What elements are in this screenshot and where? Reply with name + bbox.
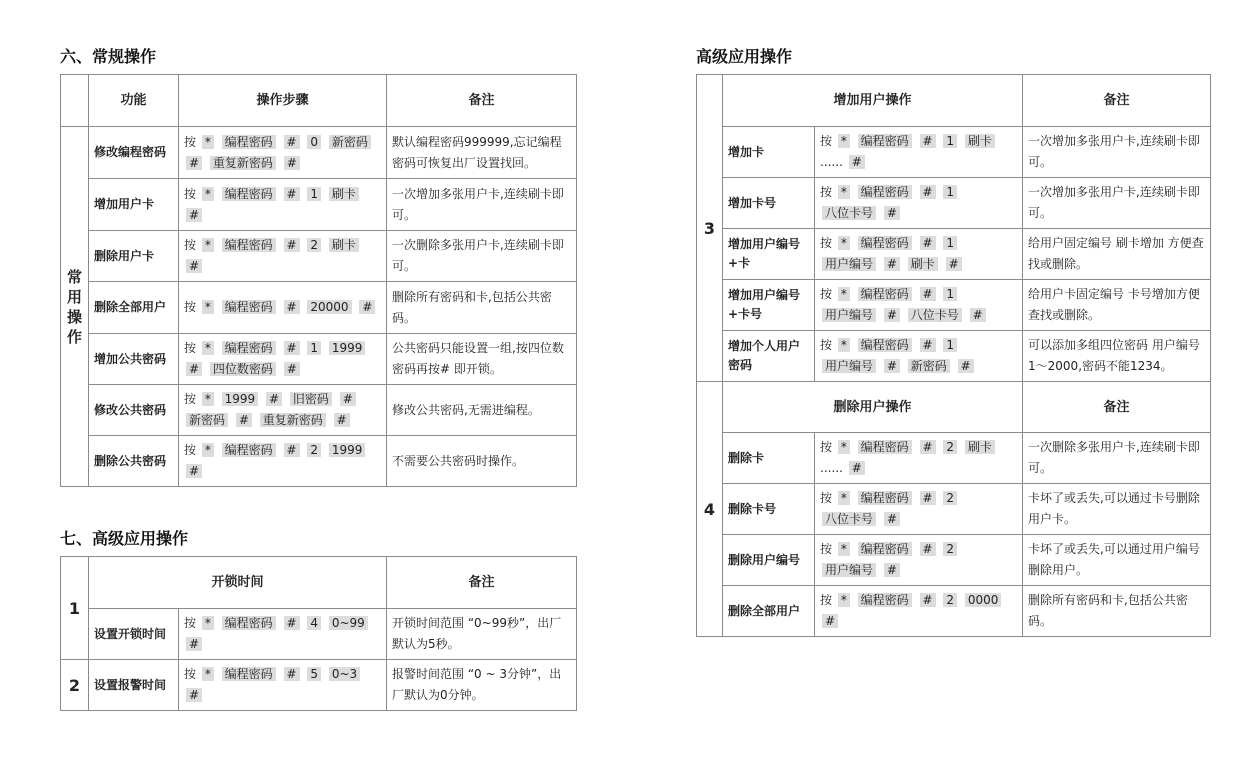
group-number: 3: [697, 75, 723, 382]
step-key: 用户编号: [822, 359, 876, 373]
note-cell: 可以添加多组四位密码 用户编号1～2000,密码不能1234。: [1023, 331, 1211, 382]
step-key: #: [284, 362, 300, 376]
step-key: #: [284, 156, 300, 170]
header-note: 备注: [387, 75, 577, 127]
step-prefix: 按: [184, 238, 200, 252]
step-prefix: 按: [820, 236, 836, 250]
group-number: 4: [697, 382, 723, 637]
step-key: 2: [943, 542, 957, 556]
header-note: 备注: [1023, 382, 1211, 433]
steps-cell: [815, 331, 1023, 382]
step-key: 1: [943, 287, 957, 301]
header-func: 功能: [89, 75, 179, 127]
note-cell: 一次删除多张用户卡,连续刷卡即可。: [1023, 433, 1211, 484]
step-prefix: 按: [184, 341, 200, 355]
step-key: #: [186, 259, 202, 273]
step-key: 1999: [329, 443, 366, 457]
step-key: #: [884, 308, 900, 322]
section7-title: 七、高级应用操作: [60, 529, 189, 548]
step-key: 编程密码: [222, 238, 276, 252]
step-key: #: [284, 443, 300, 457]
note-cell: 修改公共密码,无需进编程。: [387, 385, 577, 436]
step-key: #: [186, 688, 202, 702]
step-key: *: [202, 443, 214, 457]
row-number: 2: [61, 660, 89, 711]
step-key: #: [849, 155, 865, 169]
step-prefix: 按: [184, 616, 200, 630]
func-cell: 删除用户编号: [723, 535, 815, 586]
step-prefix: 按: [820, 287, 836, 301]
step-key: 1: [943, 185, 957, 199]
step-key: 4: [307, 616, 321, 630]
step-prefix: 按: [820, 593, 836, 607]
step-key: *: [202, 341, 214, 355]
func-cell: 增加用户卡: [89, 179, 179, 231]
step-key: 编程密码: [858, 491, 912, 505]
step-key: 编程密码: [858, 236, 912, 250]
step-key: #: [884, 359, 900, 373]
steps-cell: [815, 127, 1023, 178]
steps-cell: [815, 433, 1023, 484]
step-key: 2: [943, 491, 957, 505]
func-cell: 修改公共密码: [89, 385, 179, 436]
step-key: #: [334, 413, 350, 427]
step-key: 1: [943, 134, 957, 148]
group-label-char: 常: [66, 267, 82, 286]
note-cell: 删除所有密码和卡,包括公共密码。: [387, 282, 577, 334]
func-cell: 增加卡号: [723, 178, 815, 229]
step-key: 编程密码: [222, 616, 276, 630]
func-cell: 设置开锁时间: [89, 609, 179, 660]
steps-cell: [179, 127, 387, 179]
step-key: 编程密码: [858, 134, 912, 148]
func-cell: 设置报警时间: [89, 660, 179, 711]
step-prefix: 按: [184, 186, 200, 201]
step-prefix: 按: [820, 542, 836, 556]
func-cell: 修改编程密码: [89, 127, 179, 179]
step-key: 编程密码: [222, 135, 276, 149]
step-key: 2: [943, 593, 957, 607]
steps-cell: [179, 660, 387, 711]
step-key: #: [849, 461, 865, 475]
step-key: 编程密码: [222, 667, 276, 681]
steps-cell: [179, 334, 387, 385]
step-key: #: [284, 187, 300, 201]
steps-cell: [179, 385, 387, 436]
step-key: *: [838, 593, 850, 607]
step-key: *: [202, 616, 214, 630]
step-key: 旧密码: [290, 392, 332, 406]
step-key: 编程密码: [858, 593, 912, 607]
note-cell: 卡坏了或丢失,可以通过卡号删除用户卡。: [1023, 484, 1211, 535]
step-prefix: 按: [184, 667, 200, 681]
step-key: #: [920, 236, 936, 250]
step-key: #: [946, 257, 962, 271]
step-key: *: [838, 338, 850, 352]
step-key: #: [186, 156, 202, 170]
step-key: 1: [943, 236, 957, 250]
step-key: 1999: [329, 341, 366, 355]
step-key: #: [186, 208, 202, 222]
row-number: 1: [61, 557, 89, 660]
step-key: #: [284, 135, 300, 149]
func-cell: 增加个人用户密码: [723, 331, 815, 382]
steps-cell: [815, 280, 1023, 331]
step-key: 0: [307, 135, 321, 149]
group-label-char: 用: [66, 287, 82, 306]
step-key: #: [958, 359, 974, 373]
step-key: 编程密码: [858, 338, 912, 352]
step-key: *: [838, 287, 850, 301]
step-key: 刷卡: [329, 238, 359, 252]
step-key: 刷卡: [965, 440, 995, 454]
step-key: #: [920, 440, 936, 454]
step-key: 1: [943, 338, 957, 352]
func-cell: 删除公共密码: [89, 436, 179, 487]
step-key: 八位卡号: [822, 206, 876, 220]
func-cell: 删除全部用户: [723, 586, 815, 637]
note-cell: 一次删除多张用户卡,连续刷卡即可。: [387, 231, 577, 282]
step-key: #: [284, 238, 300, 252]
step-key: 2: [307, 238, 321, 252]
note-cell: 一次增加多张用户卡,连续刷卡即可。: [1023, 127, 1211, 178]
step-key: 新密码: [908, 359, 950, 373]
step-key: 1: [307, 187, 321, 201]
step-key: *: [838, 134, 850, 148]
step-key: *: [202, 187, 214, 201]
step-key: #: [970, 308, 986, 322]
header-op: 开锁时间: [89, 557, 387, 609]
note-cell: 一次增加多张用户卡,连续刷卡即可。: [1023, 178, 1211, 229]
step-key: #: [186, 464, 202, 478]
step-key: 编程密码: [858, 440, 912, 454]
step-key: #: [284, 667, 300, 681]
step-key: #: [266, 392, 282, 406]
step-key: #: [920, 593, 936, 607]
note-cell: 给用户固定编号 刷卡增加 方便查找或删除。: [1023, 229, 1211, 280]
group-label-char: 作: [66, 327, 82, 346]
step-key: 5: [307, 667, 321, 681]
step-prefix: 按: [184, 134, 200, 149]
steps-cell: [179, 179, 387, 231]
header-note: 备注: [1023, 75, 1211, 127]
header-note: 备注: [387, 557, 577, 609]
step-prefix: 按: [820, 338, 836, 352]
func-cell: 增加用户编号+卡号: [723, 280, 815, 331]
step-key: #: [284, 341, 300, 355]
step-key: #: [884, 512, 900, 526]
step-key: 20000: [307, 300, 351, 314]
step-prefix: 按: [820, 134, 836, 148]
step-key: #: [920, 542, 936, 556]
step-key: 用户编号: [822, 563, 876, 577]
step-key: 重复新密码: [210, 156, 276, 170]
step-key: 八位卡号: [822, 512, 876, 526]
step-key: #: [920, 491, 936, 505]
steps-cell: [815, 484, 1023, 535]
step-key: #: [284, 616, 300, 630]
step-prefix: 按: [820, 440, 836, 454]
steps-cell: [179, 436, 387, 487]
step-key: 1999: [222, 392, 259, 406]
note-cell: 报警时间范围 “0 ~ 3分钟”，出厂默认为0分钟。: [387, 660, 577, 711]
step-key: 0~3: [329, 667, 360, 681]
step-key: 刷卡: [329, 187, 359, 201]
step-key: 新密码: [329, 135, 371, 149]
step-prefix: 按: [820, 185, 836, 199]
note-cell: 删除所有密码和卡,包括公共密码。: [1023, 586, 1211, 637]
step-key: #: [186, 637, 202, 651]
step-prefix: 按: [184, 300, 200, 314]
step-key: #: [186, 362, 202, 376]
note-cell: 给用户卡固定编号 卡号增加方便查找或删除。: [1023, 280, 1211, 331]
step-key: 编程密码: [222, 443, 276, 457]
steps-cell: [815, 586, 1023, 637]
note-cell: 卡坏了或丢失,可以通过用户编号删除用户。: [1023, 535, 1211, 586]
func-cell: 删除全部用户: [89, 282, 179, 334]
step-key: #: [340, 392, 356, 406]
steps-cell: [815, 229, 1023, 280]
note-cell: 公共密码只能设置一组,按四位数密码再按# 即开锁。: [387, 334, 577, 385]
step-key: #: [920, 185, 936, 199]
step-key: 0~99: [329, 616, 368, 630]
steps-cell: [179, 282, 387, 334]
step-key: 编程密码: [222, 187, 276, 201]
step-key: #: [822, 614, 838, 628]
step-key: 重复新密码: [260, 413, 326, 427]
note-cell: 默认编程密码999999,忘记编程密码可恢复出厂设置找回。: [387, 127, 577, 179]
step-key: #: [884, 206, 900, 220]
step-key: #: [236, 413, 252, 427]
header-steps: 操作步骤: [179, 75, 387, 127]
step-key: 刷卡: [908, 257, 938, 271]
step-key: 用户编号: [822, 308, 876, 322]
func-cell: 增加卡: [723, 127, 815, 178]
step-key: #: [920, 134, 936, 148]
step-key: *: [202, 667, 214, 681]
header-op: 增加用户操作: [723, 75, 1023, 127]
steps-cell: [179, 231, 387, 282]
func-cell: 删除卡: [723, 433, 815, 484]
group-label-char: 操: [66, 307, 82, 326]
step-key: #: [920, 338, 936, 352]
step-key: *: [202, 392, 214, 406]
step-key: *: [202, 135, 214, 149]
func-cell: 删除卡号: [723, 484, 815, 535]
step-key: #: [359, 300, 375, 314]
step-key: *: [202, 300, 214, 314]
func-cell: 增加公共密码: [89, 334, 179, 385]
step-key: 四位数密码: [210, 362, 276, 376]
steps-cell: [815, 178, 1023, 229]
step-key: 0000: [965, 593, 1002, 607]
step-key: *: [838, 542, 850, 556]
step-key: *: [202, 238, 214, 252]
step-key: *: [838, 236, 850, 250]
header-op: 删除用户操作: [723, 382, 1023, 433]
advanced-title: 高级应用操作: [696, 47, 793, 66]
step-key: *: [838, 491, 850, 505]
step-key: 编程密码: [858, 287, 912, 301]
steps-cell: [815, 535, 1023, 586]
section6-title: 六、常规操作: [60, 47, 157, 66]
group-label-routine: [61, 127, 89, 487]
note-cell: 开锁时间范围 “0~99秒”，出厂默认为5秒。: [387, 609, 577, 660]
step-key: 1: [307, 341, 321, 355]
step-key: 编程密码: [858, 185, 912, 199]
step-prefix: 按: [820, 491, 836, 505]
step-key: #: [884, 257, 900, 271]
func-cell: 增加用户编号+卡: [723, 229, 815, 280]
step-key: #: [920, 287, 936, 301]
note-cell: 不需要公共密码时操作。: [387, 436, 577, 487]
steps-cell: [179, 609, 387, 660]
step-key: #: [884, 563, 900, 577]
step-key: *: [838, 185, 850, 199]
step-key: *: [838, 440, 850, 454]
step-key: 编程密码: [222, 341, 276, 355]
step-key: 用户编号: [822, 257, 876, 271]
user-ops-table: [696, 74, 1211, 637]
step-key: 编程密码: [858, 542, 912, 556]
step-ellipsis: ......: [820, 461, 847, 475]
step-key: 2: [307, 443, 321, 457]
step-key: 编程密码: [222, 300, 276, 314]
step-prefix: 按: [184, 392, 200, 406]
step-key: 八位卡号: [908, 308, 962, 322]
step-prefix: 按: [184, 443, 200, 457]
step-key: 刷卡: [965, 134, 995, 148]
func-cell: 删除用户卡: [89, 231, 179, 282]
unlock-time-table: [60, 556, 577, 711]
routine-ops-table: [60, 74, 577, 487]
corner-cell: [61, 75, 89, 127]
step-ellipsis: ......: [820, 155, 847, 169]
step-key: 新密码: [186, 413, 228, 427]
note-cell: 一次增加多张用户卡,连续刷卡即可。: [387, 179, 577, 231]
step-key: 2: [943, 440, 957, 454]
step-key: #: [284, 300, 300, 314]
